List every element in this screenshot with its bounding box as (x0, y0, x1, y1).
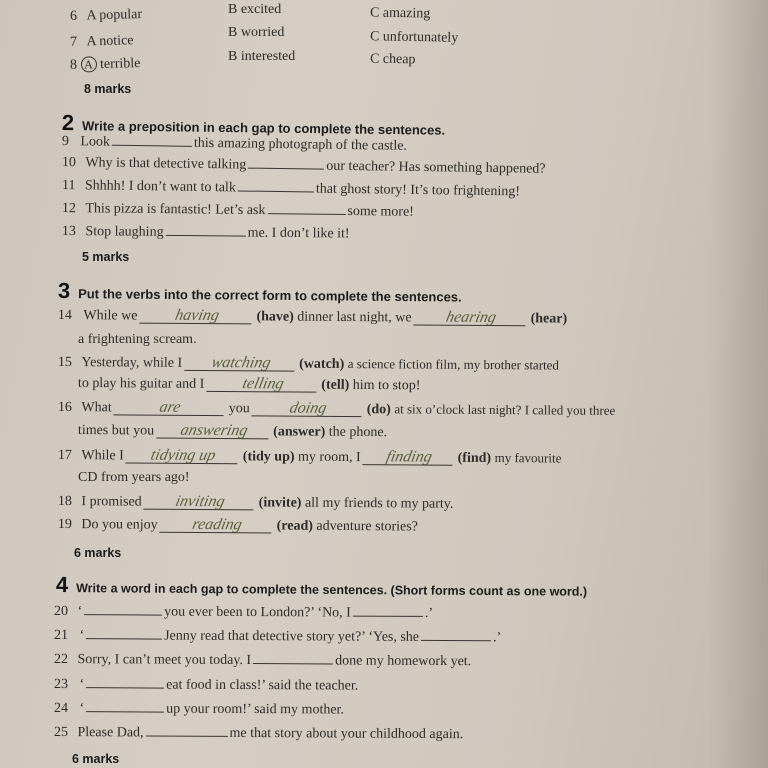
handwritten-answer[interactable]: are (114, 400, 227, 416)
item-number: 22 (53, 652, 68, 668)
section-instruction: Write a preposition in each gap to complete the sentences. (81, 118, 446, 138)
text: you (228, 401, 250, 417)
text-after: me that story about your childhood again. (229, 725, 464, 743)
question-12 (62, 201, 414, 221)
verb-prompt: (read) (276, 518, 314, 534)
text: him to stop! (352, 377, 421, 394)
text-before: Please Dad, (77, 725, 144, 741)
item-number: 16 (57, 399, 72, 416)
handwritten-answer[interactable]: finding (363, 450, 456, 466)
text-before: Sorry, I can’t meet you today. I (77, 652, 252, 669)
question-14 (58, 308, 567, 328)
text-after: done my homework yet. (335, 653, 472, 670)
item-number: 14 (57, 308, 72, 324)
mc-row-6 (70, 7, 143, 25)
item-number: 11 (61, 178, 76, 194)
text: up your room!’ said my mother. (166, 701, 344, 718)
quote: ‘ (77, 604, 83, 620)
verb-prompt: (invite) (258, 495, 302, 511)
answer-gap[interactable] (86, 637, 162, 639)
text: Yesterday, while I (81, 355, 183, 371)
question-16-cont (78, 423, 387, 441)
verb-prompt: (tell) (321, 377, 350, 393)
item-number: 24 (53, 701, 68, 717)
text: at six o’clock last night? I called you three (394, 401, 616, 418)
text: What (81, 400, 112, 416)
answer-gap[interactable] (248, 167, 324, 170)
question-11 (62, 178, 520, 200)
item-number: 6 (69, 8, 78, 24)
answer-gap[interactable] (238, 189, 314, 192)
question-15-cont (78, 376, 421, 394)
item-number: 15 (57, 354, 72, 371)
text-before: Look (80, 134, 111, 150)
option-a: A notice (86, 33, 134, 50)
item-number: 20 (53, 604, 68, 620)
answer-gap[interactable] (86, 710, 164, 712)
question-16 (58, 399, 615, 420)
text: my favourite (494, 450, 562, 466)
quote: ‘ (79, 628, 85, 644)
option-a: terrible (99, 56, 141, 73)
text: adventure stories? (316, 518, 418, 535)
answer-gap[interactable] (421, 639, 491, 641)
quote: .’ (424, 605, 434, 621)
question-13 (62, 224, 350, 243)
section-number: 2 (61, 110, 75, 136)
text-after: me. I don’t like it! (247, 225, 350, 242)
option-a: A popular (86, 7, 143, 24)
text: Jenny read that detective story yet?’ ‘Yes, she (164, 628, 420, 645)
question-17-cont: CD from years ago! (78, 470, 190, 485)
text-before: This pizza is fantastic! Let’s ask (85, 201, 266, 219)
text: times but you (77, 423, 155, 439)
handwritten-answer[interactable]: watching (184, 356, 297, 372)
item-number: 25 (53, 725, 68, 741)
question-24 (54, 701, 344, 719)
answer-gap[interactable] (112, 144, 192, 147)
handwritten-answer[interactable]: hearing (413, 311, 528, 327)
quote: ‘ (79, 701, 85, 717)
section-2-marks: 5 marks (82, 250, 130, 264)
text: the phone. (328, 424, 388, 441)
item-number: 18 (57, 494, 72, 510)
handwritten-answer[interactable]: inviting (144, 495, 257, 511)
text: While we (83, 308, 138, 324)
question-9 (62, 134, 407, 155)
option-c: C unfortunately (369, 29, 459, 46)
handwritten-answer[interactable]: reading (160, 518, 275, 534)
quote: ‘ (79, 677, 85, 693)
page-shadow (708, 0, 768, 768)
question-20 (54, 604, 433, 622)
text: While I (81, 448, 124, 464)
section-instruction: Put the verbs into the correct form to complete the sentences. (78, 286, 462, 305)
text-after: our teacher? Has something happened? (326, 158, 546, 177)
handwritten-answer[interactable]: answering (156, 424, 271, 440)
question-19 (58, 517, 418, 536)
option-b: B interested (228, 49, 296, 64)
text-before: Shhhh! I don’t want to talk (84, 178, 236, 196)
handwritten-answer[interactable]: doing (252, 401, 365, 417)
item-number: 13 (61, 224, 76, 240)
text-after: some more! (347, 203, 414, 220)
question-21 (54, 628, 501, 646)
option-c: C amazing (369, 5, 431, 22)
text: my room, I (297, 449, 361, 466)
text: dinner last night, we (297, 309, 412, 326)
answer-gap[interactable] (166, 234, 246, 237)
text: you ever been to London?’ ‘No, I (164, 604, 351, 621)
section-4-heading (56, 572, 587, 602)
verb-prompt: (have) (256, 309, 294, 325)
question-17 (58, 447, 562, 468)
handwritten-answer[interactable]: telling (206, 377, 319, 393)
circled-answer: A (80, 56, 96, 72)
option-c: C cheap (369, 51, 416, 68)
section-number: 4 (55, 572, 69, 598)
answer-gap[interactable] (86, 686, 164, 688)
question-15 (58, 354, 559, 374)
option-b: B worried (228, 25, 285, 40)
answer-gap[interactable] (267, 212, 345, 215)
answer-gap[interactable] (253, 662, 333, 664)
item-number: 17 (57, 447, 72, 464)
text: Do you enjoy (81, 517, 158, 533)
section-number: 3 (57, 278, 71, 304)
text: a science fiction film, my brother started (347, 356, 560, 373)
handwritten-answer[interactable]: having (139, 309, 254, 325)
question-10 (62, 155, 546, 178)
item-number: 12 (61, 201, 76, 217)
item-number: 7 (69, 34, 78, 50)
verb-prompt: (tidy up) (242, 449, 295, 465)
text: all my friends to my party. (304, 495, 454, 512)
option-b: B excited (228, 2, 282, 17)
section-instruction: Write a word in each gap to complete the sentences. (Short forms count as one word.) (76, 581, 588, 599)
handwritten-answer[interactable]: tidying up (126, 448, 241, 464)
item-number: 23 (53, 677, 68, 693)
item-number: 9 (61, 134, 69, 150)
question-23 (54, 677, 358, 695)
answer-gap[interactable] (146, 734, 228, 736)
verb-prompt: (watch) (299, 356, 345, 372)
text-before: Stop laughing (85, 224, 164, 240)
text: I promised (81, 494, 142, 510)
section-4-marks: 6 marks (72, 752, 120, 766)
text: to play his guitar and I (77, 376, 205, 392)
section-3-heading (58, 278, 462, 308)
item-number: 10 (61, 155, 76, 171)
text-before: Why is that detective talking (85, 155, 247, 173)
text-after: that ghost story! It’s too frightening! (315, 181, 521, 200)
item-number: 8 (69, 57, 78, 73)
question-25 (54, 725, 463, 743)
section-3-marks: 6 marks (74, 546, 122, 560)
answer-gap[interactable] (353, 615, 423, 617)
question-18 (58, 494, 454, 513)
verb-prompt: (hear) (530, 311, 568, 327)
question-22 (54, 652, 471, 670)
text-after: this amazing photograph of the castle. (193, 135, 408, 154)
mc-row-7 (70, 33, 134, 51)
verb-prompt: (find) (457, 450, 492, 467)
section-1-marks: 8 marks (84, 82, 132, 96)
quote: .’ (492, 630, 502, 646)
item-number: 21 (53, 628, 68, 644)
answer-gap[interactable] (84, 613, 162, 615)
verb-prompt: (do) (366, 402, 391, 418)
item-number: 19 (57, 517, 72, 533)
question-14-cont: a frightening scream. (78, 332, 197, 347)
verb-prompt: (answer) (273, 424, 326, 440)
text: eat food in class!’ said the teacher. (166, 677, 359, 694)
mc-row-8 (70, 55, 141, 74)
